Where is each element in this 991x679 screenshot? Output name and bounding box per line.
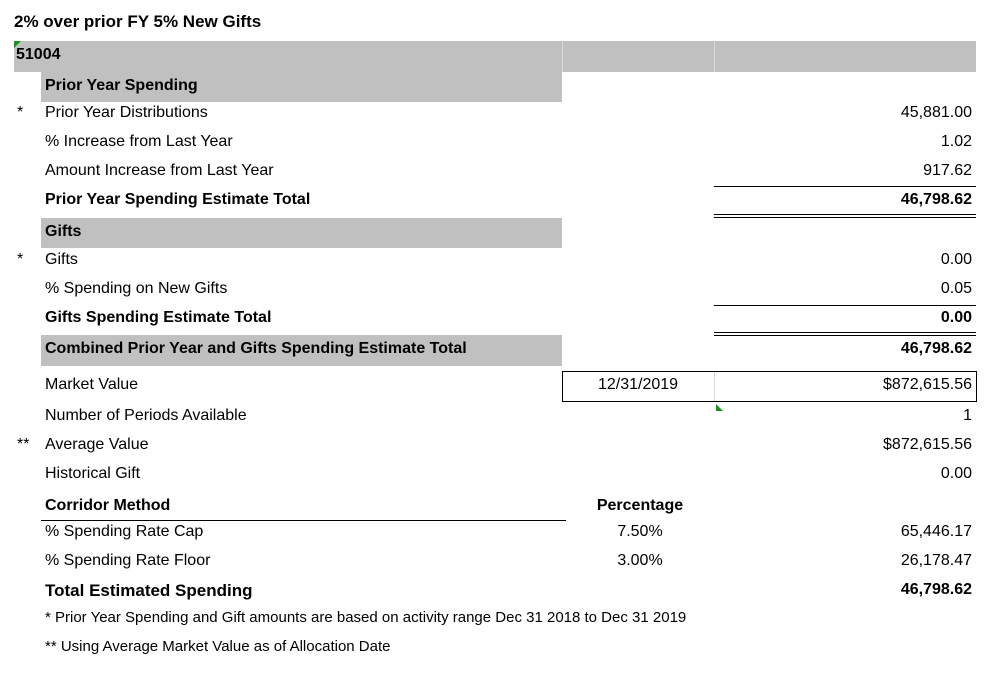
gifts-value: 0.00 — [940, 251, 972, 268]
account-bar-divider — [562, 41, 563, 72]
prior-year-distributions-value: 45,881.00 — [900, 104, 972, 121]
cell-comment-marker-icon — [716, 404, 723, 411]
footnote-marker: * — [17, 104, 24, 121]
account-bar-divider — [714, 41, 715, 72]
market-value-amount: $872,615.56 — [883, 376, 972, 393]
account-bar — [14, 41, 976, 72]
market-value-label: Market Value — [45, 376, 139, 393]
combined-total-label: Combined Prior Year and Gifts Spending Estimate Total — [45, 340, 467, 357]
footnote-marker: * — [17, 251, 24, 268]
average-value-label: Average Value — [45, 436, 149, 453]
gifts-total-label: Gifts Spending Estimate Total — [45, 309, 272, 326]
combined-total-value: 46,798.62 — [900, 340, 972, 357]
total-estimated-spending-label: Total Estimated Spending — [45, 581, 253, 600]
account-number: 51004 — [16, 46, 61, 63]
percentage-header: Percentage — [596, 497, 684, 514]
total-double-rule — [714, 214, 976, 218]
prior-year-distributions-label: Prior Year Distributions — [45, 104, 208, 121]
prior-year-section-header — [41, 72, 562, 102]
total-double-rule — [714, 332, 976, 336]
prior-year-total-label: Prior Year Spending Estimate Total — [45, 191, 311, 208]
combined-total-header — [41, 335, 562, 366]
market-value-date: 12/31/2019 — [597, 376, 679, 393]
footnote-2: ** Using Average Market Value as of Allocation Date — [45, 638, 391, 655]
average-value-amount: $872,615.56 — [883, 436, 972, 453]
gifts-section-header — [41, 218, 562, 248]
subtotal-rule — [714, 186, 976, 187]
market-value-box-divider — [714, 372, 715, 401]
spending-floor-value: 26,178.47 — [900, 552, 972, 569]
prior-year-header-label: Prior Year Spending — [45, 77, 198, 94]
pct-new-gifts-label: % Spending on New Gifts — [45, 280, 228, 297]
subtotal-rule — [714, 305, 976, 306]
historical-gift-value: 0.00 — [940, 465, 972, 482]
footnote-1: * Prior Year Spending and Gift amounts are based on activity range Dec 31 2018 to Dec 31 2019 — [45, 609, 687, 626]
total-estimated-spending-value: 46,798.62 — [900, 581, 972, 598]
corridor-header-rule — [41, 520, 566, 521]
pct-new-gifts-value: 0.05 — [940, 280, 972, 297]
historical-gift-label: Historical Gift — [45, 465, 141, 482]
spending-floor-label: % Spending Rate Floor — [45, 552, 211, 569]
report-title: 2% over prior FY 5% New Gifts — [14, 12, 262, 31]
prior-year-total-value: 46,798.62 — [900, 191, 972, 208]
spending-cap-label: % Spending Rate Cap — [45, 523, 204, 540]
spending-cap-value: 65,446.17 — [900, 523, 972, 540]
amt-increase-value: 917.62 — [923, 162, 972, 179]
spending-floor-percent: 3.00% — [617, 552, 663, 569]
gifts-label: Gifts — [45, 251, 78, 268]
pct-increase-label: % Increase from Last Year — [45, 133, 233, 150]
corridor-method-header: Corridor Method — [45, 497, 171, 514]
spending-cap-percent: 7.50% — [617, 523, 663, 540]
periods-available-value: 1 — [963, 407, 972, 424]
pct-increase-value: 1.02 — [940, 133, 972, 150]
gifts-header-label: Gifts — [45, 223, 82, 240]
periods-available-label: Number of Periods Available — [45, 407, 247, 424]
footnote-marker: ** — [17, 436, 30, 453]
gifts-total-value: 0.00 — [940, 309, 972, 326]
amt-increase-label: Amount Increase from Last Year — [45, 162, 274, 179]
